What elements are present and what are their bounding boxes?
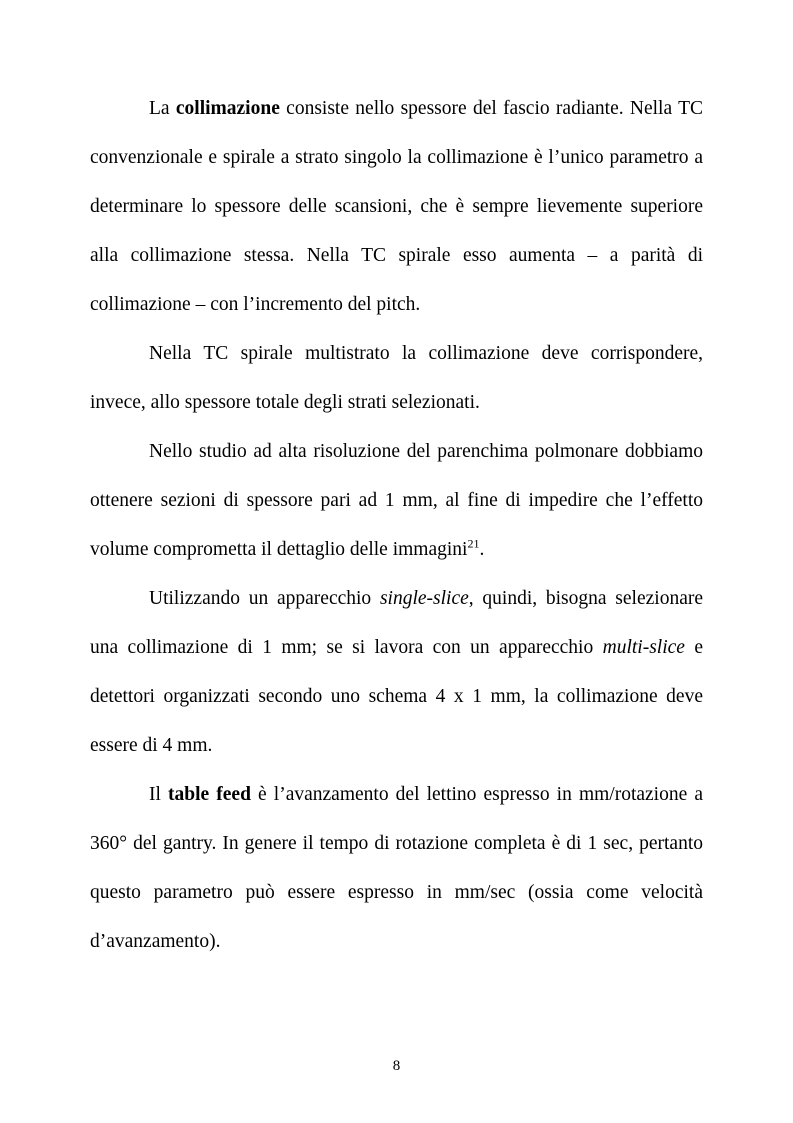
text-run: La [149,98,176,119]
term-single-slice: single-slice [379,588,469,609]
footnote-ref: 21 [467,536,480,551]
text-run: , quindi, bisogna selezionare una collimazione di 1 mm; se si lavora con un apparecchio [90,588,703,658]
text-run: Nella TC spirale multistrato la collimazione deve corrispondere, invece, allo spessore totale degli strati selezionati. [90,343,703,413]
paragraph-collimazione [90,84,703,329]
document-body [90,84,703,966]
paragraph-single-slice [90,574,703,770]
text-run: consiste nello spessore del fascio radiante. Nella TC convenzionale e spirale a strato singolo la collimazione è l’unico parametro a determinare lo spessore delle scansioni, che è sempre lievemente superiore alla collimazione stessa. Nella TC spirale esso aumenta – a parità di collimazione – con l’incremento del pitch. [90,98,703,315]
term-table-feed: table feed [168,784,251,805]
text-run: e detettori organizzati secondo uno schema 4 x 1 mm, la collimazione deve essere di 4 mm. [90,637,703,756]
text-run: Utilizzando un apparecchio [149,588,380,609]
text-run: . [479,539,485,560]
paragraph-table-feed [90,770,703,966]
term-collimazione: collimazione [175,98,280,119]
paragraph-alta-risoluzione [90,427,703,574]
text-run: è l’avanzamento del lettino espresso in mm/rotazione a 360° del gantry. In genere il tempo di rotazione completa è di 1 sec, pertanto questo parametro può essere espresso in mm/sec (ossia come velocità d’avanzamento). [90,784,704,952]
page-number: 8 [392,1058,401,1074]
paragraph-multistrato [90,329,703,427]
term-multi-slice: multi-slice [602,637,685,658]
text-run: Nello studio ad alta risoluzione del parenchima polmonare dobbiamo ottenere sezioni di spessore pari ad 1 mm, al fine di impedire che l’effetto volume comprometta il dettaglio delle immagini [90,441,703,560]
text-run: Il [149,784,169,805]
